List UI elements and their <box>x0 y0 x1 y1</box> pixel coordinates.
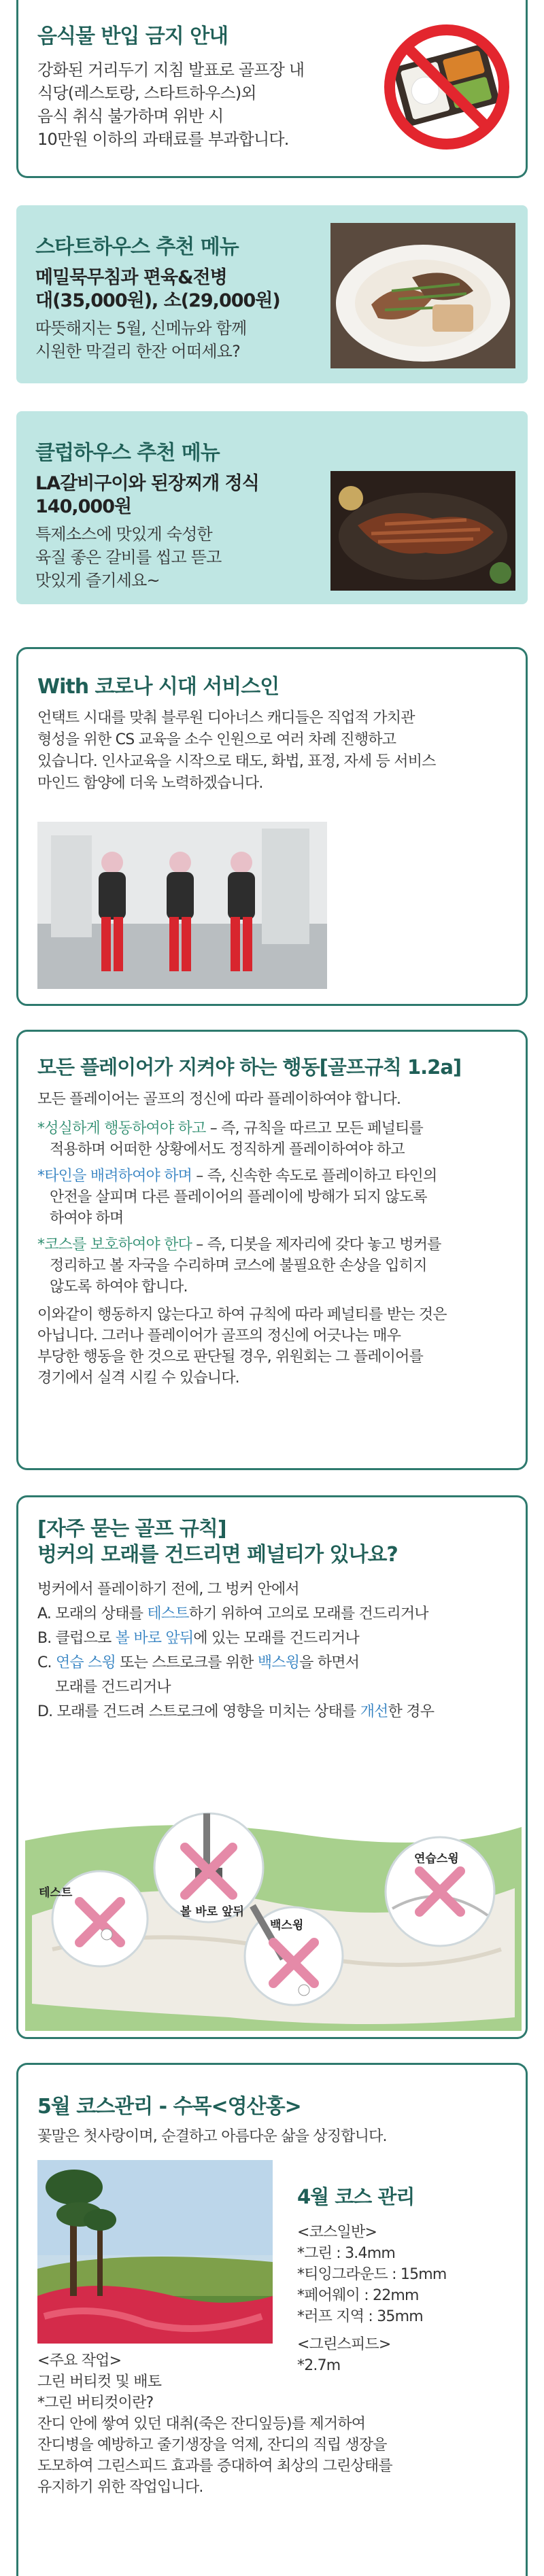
faq-highlight: 백스윙 <box>257 1654 300 1671</box>
menu-line: LA갈비구이와 된장찌개 정식 <box>35 473 259 494</box>
notice-line: 10만원 이하의 과태료를 부과합니다. <box>37 130 289 149</box>
no-food-icon <box>379 14 515 160</box>
corona-line: 형성을 위한 CS 교육을 소수 인원으로 여러 차례 진행하고 <box>37 731 396 748</box>
rule-item-head: *성실하게 행동하여야 하고 <box>37 1120 206 1137</box>
work-desc-line: 도모하여 그린스피드 효과를 증대하여 최상의 그린상태를 <box>37 2458 392 2475</box>
general-item: *페어웨이 : 22mm <box>297 2287 419 2304</box>
april-title: 4월 코스 관리 <box>297 2185 415 2208</box>
rule-line: – 즉, 디봇을 제자리에 갖다 놓고 벙커를 <box>192 1236 441 1253</box>
notice-body <box>37 58 304 151</box>
faq-item-c <box>37 1651 522 1675</box>
faq-highlight: 연습 스윙 <box>55 1654 116 1671</box>
general-head: <코스일반> <box>297 2224 377 2241</box>
work-item: 그린 버티컷 및 배토 <box>37 2373 162 2390</box>
rule-item-consideration <box>37 1166 520 1187</box>
label-back: 백스윙 <box>270 1919 304 1932</box>
desc-line: 육질 좋은 갈비를 씹고 뜯고 <box>35 548 222 567</box>
faq-text: 하기 위하여 고의로 모래를 건드리거나 <box>188 1605 428 1622</box>
general-item: *그린 : 3.4mm <box>297 2245 395 2262</box>
main-work <box>37 2350 520 2498</box>
work-desc-line: 유지하기 위한 작업입니다. <box>37 2479 203 2496</box>
notice-line: 음식 취식 불가하며 위반 시 <box>37 107 224 126</box>
faq-title <box>37 1516 398 1568</box>
rules-intro: 모든 플레이어는 골프의 정신에 따라 플레이하여야 합니다. <box>37 1091 401 1108</box>
label-test: 테스트 <box>39 1886 73 1900</box>
bunker-illustration <box>25 1800 522 2031</box>
desc-line: 시원한 막걸리 한잔 어떠세요? <box>35 342 241 361</box>
corona-line: 있습니다. 인사교육을 시작으로 태도, 화법, 표정, 자세 등 서비스 <box>37 753 436 770</box>
faq-bunker-card <box>16 1495 528 2039</box>
rule-line: – 즉, 규칙을 따르고 모든 페널티를 <box>205 1120 423 1137</box>
rule-item-head: *타인을 배려하여야 하며 <box>37 1168 192 1185</box>
rule-line: 안전을 살피며 다른 플레이어의 플레이에 방해가 되지 않도록 <box>50 1189 427 1206</box>
work-desc-line: 잔디 안에 쌓여 있던 대취(죽은 잔디잎등)를 제거하여 <box>37 2416 366 2433</box>
starthouse-menu-card <box>16 205 528 383</box>
azalea-course-photo <box>37 2160 273 2344</box>
faq-text: C. <box>37 1654 56 1671</box>
desc-line: 특제소스에 맛있게 숙성한 <box>35 525 212 544</box>
rules-title: 모든 플레이어가 지켜야 하는 행동[골프규칙 1.2a] <box>37 1056 462 1079</box>
faq-text: 을 하면서 <box>299 1654 360 1671</box>
faq-highlight: 테스트 <box>147 1605 189 1622</box>
rules-outro-line: 경기에서 실격 시킬 수 있습니다. <box>37 1370 239 1387</box>
menu-line: 메밀묵무침과 편육&전병 <box>35 267 227 288</box>
general-item: *러프 지역 : 35mm <box>297 2308 423 2325</box>
test-bubble <box>52 1871 148 1966</box>
rule-line: 정리하고 볼 자국을 수리하며 코스에 불필요한 손상을 입히지 <box>50 1257 427 1274</box>
faq-highlight: 개선 <box>360 1703 388 1720</box>
clubhouse-food-photo <box>330 471 515 591</box>
clubhouse-menu-card <box>16 411 528 604</box>
rule-line: 않도록 하여야 합니다. <box>50 1278 188 1295</box>
work-what: *그린 버티컷이란? <box>37 2395 154 2412</box>
rule-line: 하여야 하며 <box>50 1210 124 1227</box>
april-management <box>297 2182 447 2376</box>
course-title: 5월 코스관리 - 수목<영산홍> <box>37 2095 301 2119</box>
faq-intro: 벙커에서 플레이하기 전에, 그 벙커 안에서 <box>37 1581 299 1598</box>
corona-service-card <box>16 647 528 1006</box>
caddie-training-photo <box>37 822 327 989</box>
label-front: 볼 바로 앞뒤 <box>180 1905 244 1919</box>
rule-line: 적용하며 어떠한 상황에서도 정직하게 플레이하여야 하고 <box>50 1141 405 1158</box>
menu-line: 140,000원 <box>35 496 132 517</box>
faq-item-a <box>37 1602 522 1626</box>
speed-head: <그린스피드> <box>297 2336 391 2353</box>
work-head: <주요 작업> <box>37 2352 122 2369</box>
faq-title-line: 벙커의 모래를 건드리면 페널티가 있나요? <box>37 1543 398 1567</box>
starthouse-menu <box>35 266 280 313</box>
corona-body <box>37 708 513 795</box>
corona-title: With 코로나 시대 서비스인 <box>37 675 279 699</box>
rules-outro-line: 아닙니다. 그러나 플레이어가 골프의 정신에 어긋나는 매우 <box>37 1327 401 1344</box>
course-sub: 꽃말은 첫사랑이며, 순결하고 아름다운 삶을 상징합니다. <box>37 2128 387 2145</box>
faq-text: 또는 스트로크를 위한 <box>115 1654 258 1671</box>
work-desc-line: 잔디병을 예방하고 줄기생장을 억제, 잔디의 직립 생장을 <box>37 2437 387 2454</box>
golf-rules-card <box>16 1030 528 1470</box>
course-general <box>297 2222 447 2327</box>
faq-text: 한 경우 <box>388 1703 435 1720</box>
faq-text: A. 모래의 상태를 <box>37 1605 148 1622</box>
starthouse-title: 스타트하우스 추천 메뉴 <box>35 235 239 259</box>
faq-text: D. 모래를 건드려 스트로크에 영향을 미치는 상태를 <box>37 1703 360 1720</box>
course-management-card <box>16 2063 528 2576</box>
faq-text: 모래를 건드리거나 <box>55 1679 171 1696</box>
faq-text: 에 있는 모래를 건드리거나 <box>193 1630 359 1647</box>
corona-line: 언택트 시대를 맞춰 블루원 디아너스 캐디들은 직업적 가치관 <box>37 710 415 727</box>
menu-line: 대(35,000원), 소(29,000원) <box>35 290 280 311</box>
notice-line: 강화된 거리두기 지침 발표로 골프장 내 <box>37 60 305 80</box>
rules-body <box>37 1089 520 1389</box>
rules-outro-line: 이와같이 행동하지 않는다고 하여 규칙에 따라 페널티를 받는 것은 <box>37 1306 447 1323</box>
faq-item-d <box>37 1700 522 1724</box>
faq-text: B. 클럽으로 <box>37 1630 116 1647</box>
corona-line: 마인드 함양에 더욱 노력하겠습니다. <box>37 775 263 792</box>
rules-outro-line: 부당한 행동을 한 것으로 판단될 경우, 위원회는 그 플레이어를 <box>37 1348 424 1365</box>
faq-highlight: 볼 바로 앞뒤 <box>115 1630 194 1647</box>
starthouse-desc <box>35 317 246 363</box>
rule-line: – 즉, 신속한 속도로 플레이하고 타인의 <box>192 1168 437 1185</box>
clubhouse-desc <box>35 523 222 592</box>
rule-item-head: *코스를 보호하여야 한다 <box>37 1236 192 1253</box>
faq-item-b <box>37 1626 522 1651</box>
rule-item-honest <box>37 1118 520 1139</box>
speed-value: *2.7m <box>297 2357 341 2374</box>
general-item: *티잉그라운드 : 15mm <box>297 2266 447 2283</box>
clubhouse-title: 클럽하우스 추천 메뉴 <box>35 441 220 465</box>
desc-line: 따뜻해지는 5월, 신메뉴와 함께 <box>35 319 247 338</box>
rule-item-protect-course <box>37 1234 520 1255</box>
desc-line: 맛있게 즐기세요~ <box>35 571 160 590</box>
notice-line: 식당(레스토랑, 스타트하우스)외 <box>37 84 256 103</box>
food-notice-card <box>16 0 528 178</box>
label-practice: 연습스윙 <box>414 1852 459 1866</box>
faq-title-line: [자주 묻는 골프 규칙] <box>37 1517 226 1541</box>
starthouse-food-photo <box>330 223 515 368</box>
clubhouse-menu <box>35 472 259 519</box>
notice-title: 음식물 반입 금지 안내 <box>37 24 228 48</box>
faq-body <box>37 1578 522 1724</box>
